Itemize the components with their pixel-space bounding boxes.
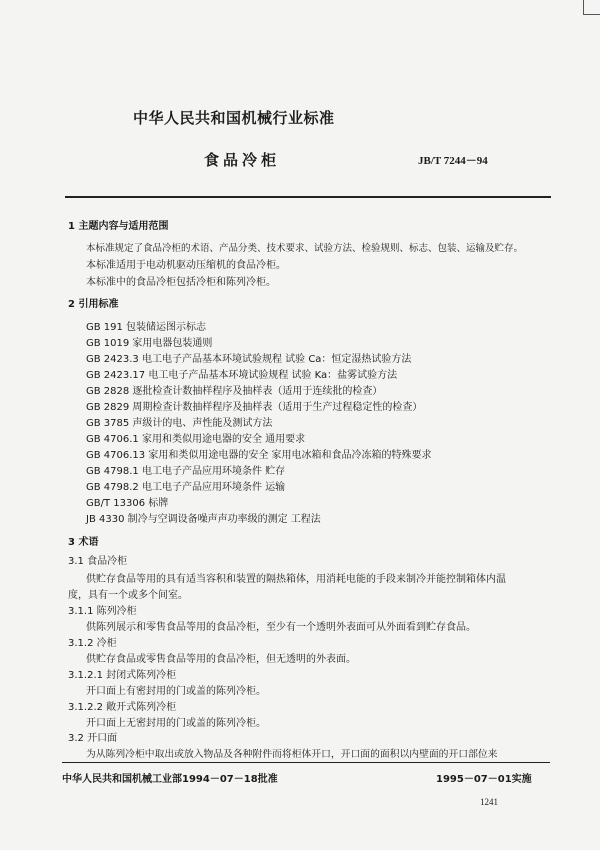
section-1-line: 本标准中的食品冷柜包括冷柜和陈列冷柜。 xyxy=(86,277,276,288)
clause-3-1-text: 供贮存食品等用的具有适当容积和装置的隔热箱体，用消耗电能的手段来制冷并能控制箱体内温 xyxy=(86,574,506,585)
clause-3-2-text: 为从陈列冷柜中取出或放入物品及各种附件而将柜体开口，开口面的面积以内壁面的开口部位来 xyxy=(86,749,498,760)
section-3-heading: 3 术语 xyxy=(68,537,99,548)
reference-item: JB 4330 制冷与空调设备噪声声功率级的测定 工程法 xyxy=(86,514,321,525)
clause-3-1-2-2-text: 开口面上无密封用的门或盖的陈列冷柜。 xyxy=(86,718,266,729)
clause-3-1-heading: 3.1 食品冷柜 xyxy=(68,556,128,567)
clause-3-1-1-heading: 3.1.1 陈列冷柜 xyxy=(68,606,137,617)
doc-title: 食品冷柜 xyxy=(204,151,281,169)
reference-item: GB 1019 家用电器包装通则 xyxy=(86,338,213,349)
reference-item: GB 191 包装储运图示标志 xyxy=(86,322,207,333)
effective-date: 1995－07－01实施 xyxy=(436,774,532,785)
clause-3-1-2-2-heading: 3.1.2.2 敞开式陈列冷柜 xyxy=(68,702,177,713)
clause-3-1-2-heading: 3.1.2 冷柜 xyxy=(68,638,117,649)
reference-item: GB 4706.1 家用和类似用途电器的安全 通用要求 xyxy=(86,434,306,445)
header-rule xyxy=(65,196,551,198)
page-number: 1241 xyxy=(480,797,498,807)
clause-3-1-2-1-text: 开口面上有密封用的门或盖的陈列冷柜。 xyxy=(86,686,266,697)
reference-item: GB 2423.3 电工电子产品基本环境试验规程 试验 Ca：恒定湿热试验方法 xyxy=(86,354,412,365)
reference-item: GB 4798.1 电工电子产品应用环境条件 贮存 xyxy=(86,466,286,477)
reference-item: GB 2828 逐批检查计数抽样程序及抽样表（适用于连续批的检查） xyxy=(86,386,383,397)
section-1-heading: 1 主题内容与适用范围 xyxy=(68,221,169,232)
reference-item: GB/T 13306 标牌 xyxy=(86,498,169,509)
footer-rule xyxy=(62,762,550,763)
clause-3-2-heading: 3.2 开口面 xyxy=(68,733,118,744)
section-2-heading: 2 引用标准 xyxy=(68,299,119,310)
reference-item: GB 4798.2 电工电子产品应用环境条件 运输 xyxy=(86,482,286,493)
clause-3-1-1-text: 供陈列展示和零售食品等用的食品冷柜，至少有一个透明外表面可从外面看到贮存食品。 xyxy=(86,622,476,633)
reference-item: GB 2423.17 电工电子产品基本环境试验规程 试验 Ka：盐雾试验方法 xyxy=(86,370,398,381)
clause-3-1-2-1-heading: 3.1.2.1 封闭式陈列冷柜 xyxy=(68,670,177,681)
section-1-line: 本标准规定了食品冷柜的术语、产品分类、技术要求、试验方法、检验规则、标志、包装、运输及贮存。 xyxy=(86,243,524,254)
reference-item: GB 2829 周期检查计数抽样程序及抽样表（适用于生产过程稳定性的检查） xyxy=(86,402,423,413)
clause-3-1-2-text: 供贮存食品或零售食品等用的食品冷柜，但无透明的外表面。 xyxy=(86,654,356,665)
standard-number: JB/T 7244－94 xyxy=(418,155,488,167)
reference-item: GB 4706.13 家用和类似用途电器的安全 家用电冰箱和食品冷冻箱的特殊要求 xyxy=(86,450,432,461)
section-1-line: 本标准适用于电动机驱动压缩机的食品冷柜。 xyxy=(86,260,286,271)
scan-corner-mark xyxy=(583,0,600,15)
issuer-approval: 中华人民共和国机械工业部1994－07－18批准 xyxy=(62,774,278,785)
reference-item: GB 3785 声级计的电、声性能及测试方法 xyxy=(86,418,273,429)
clause-3-1-text-cont: 度，具有一个或多个间室。 xyxy=(68,590,188,601)
org-title: 中华人民共和国机械行业标准 xyxy=(133,109,335,127)
